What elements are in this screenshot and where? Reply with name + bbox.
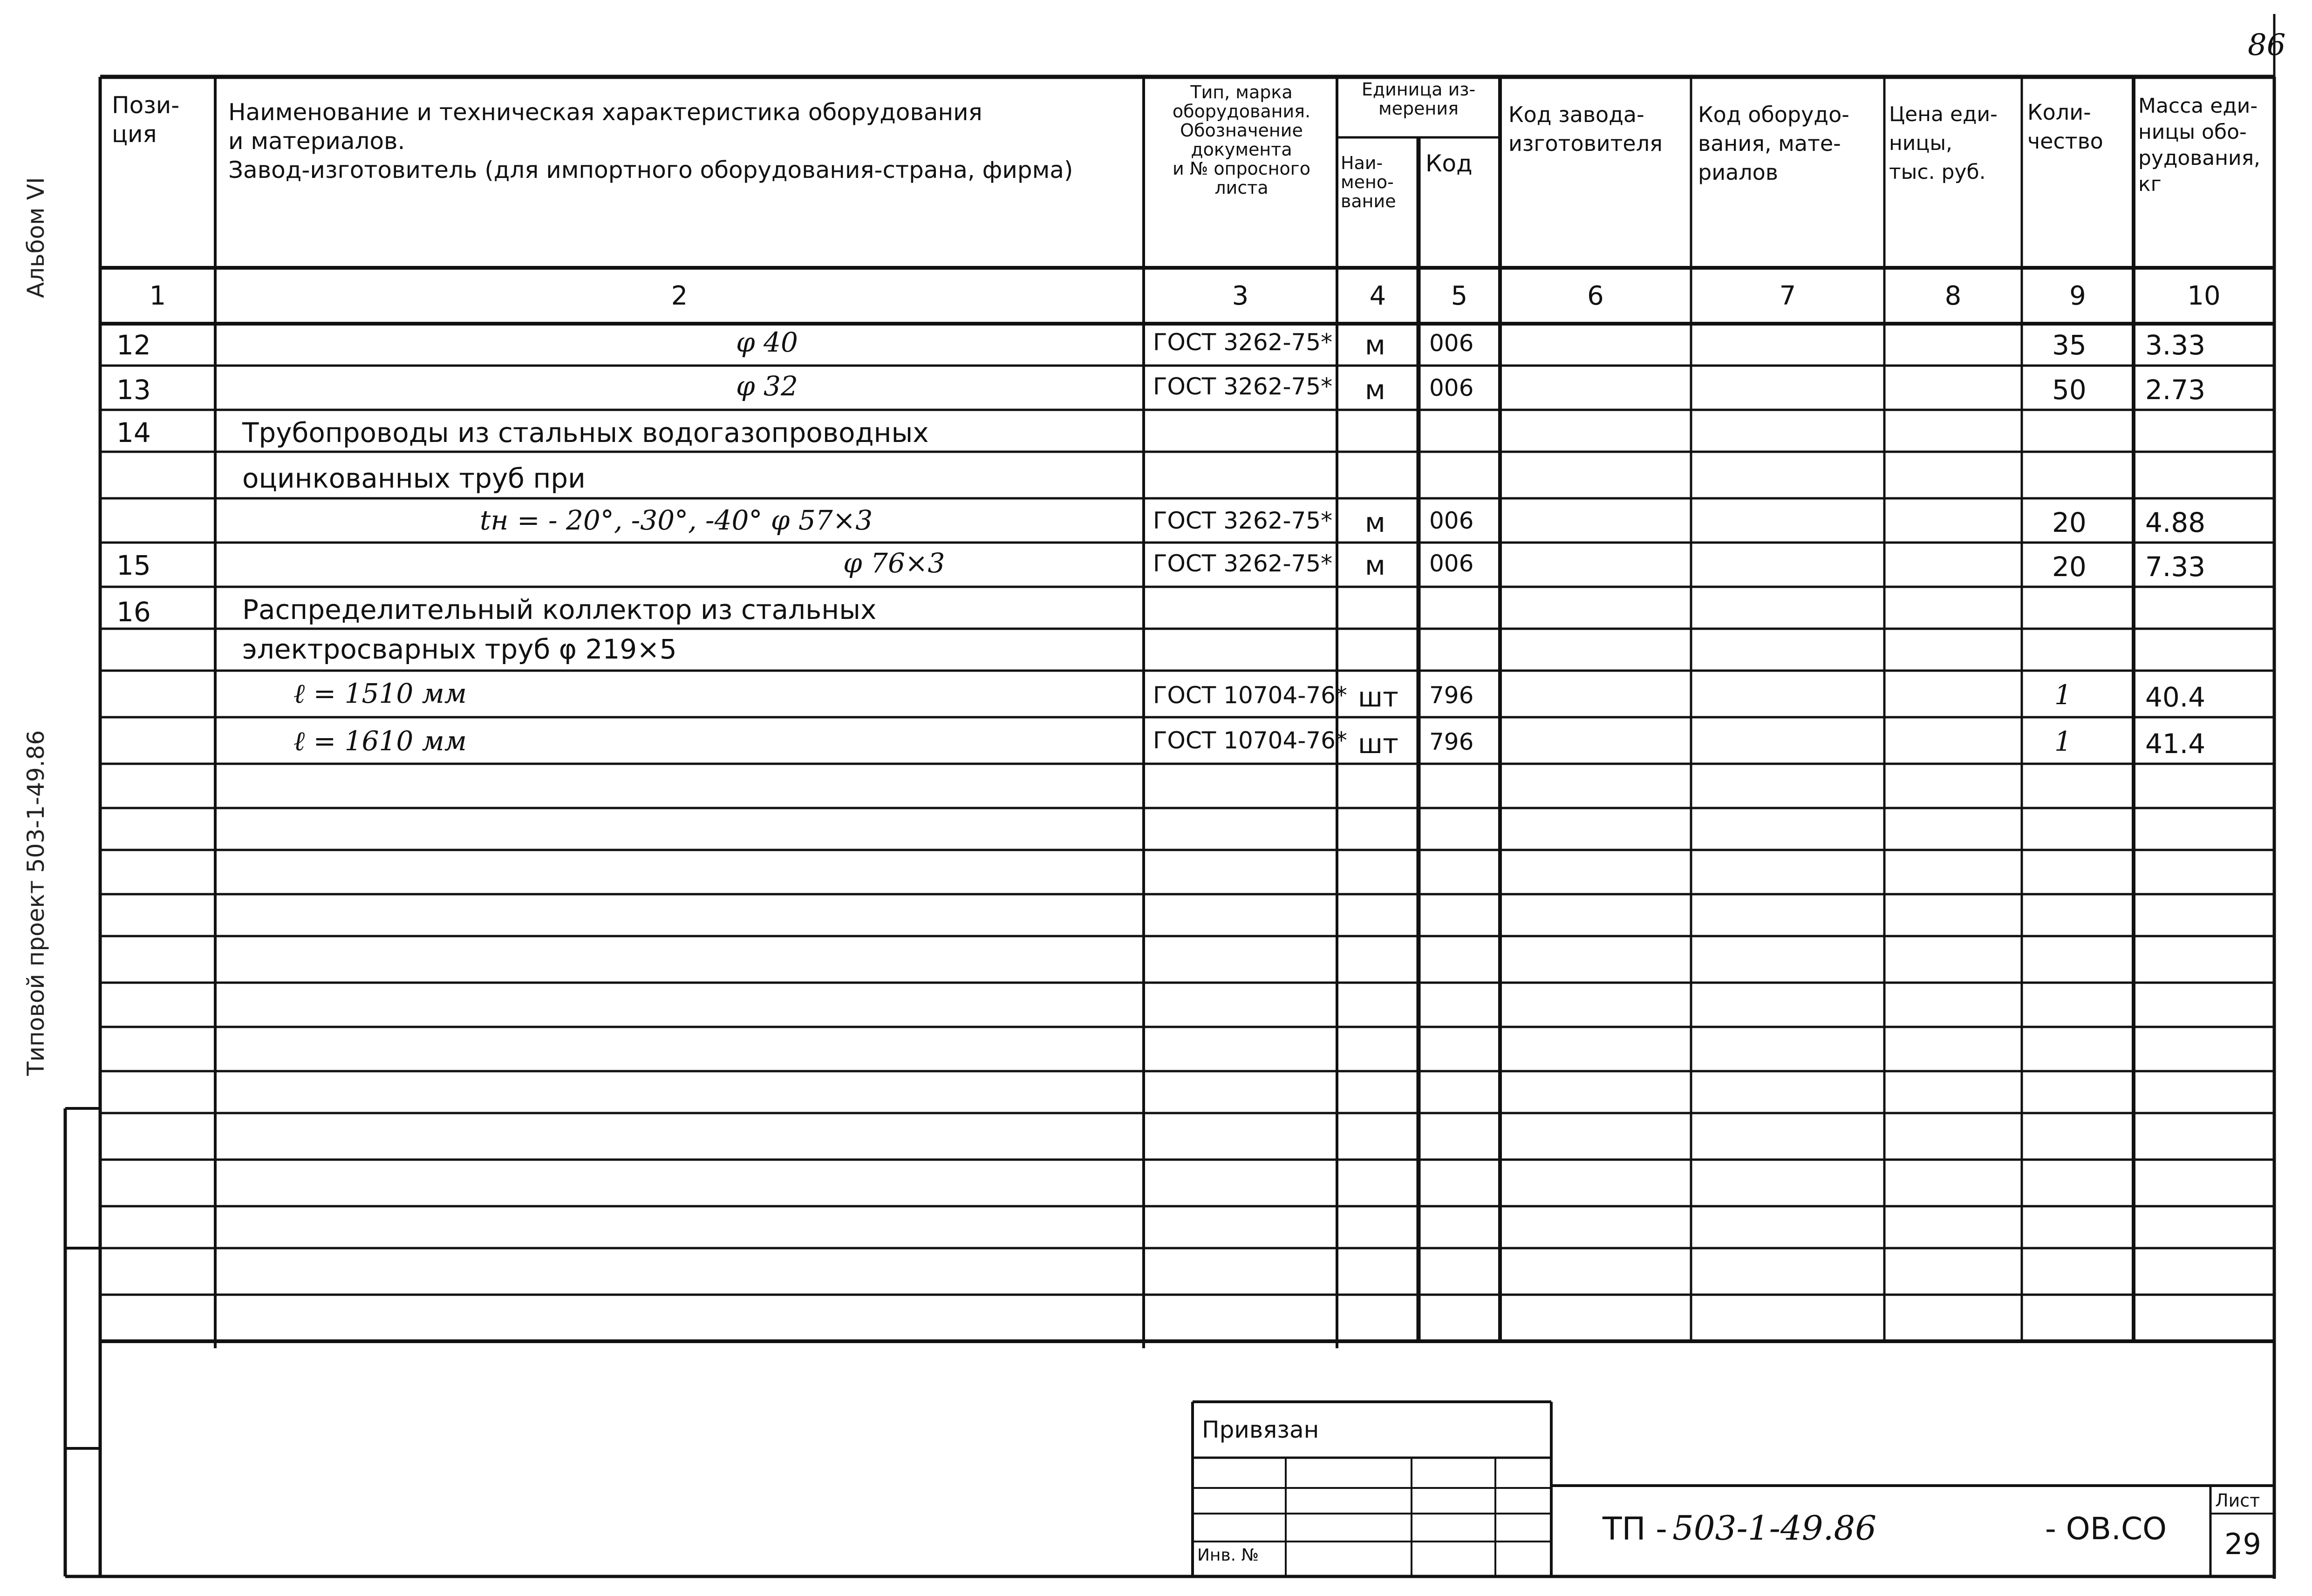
col-number: 2 <box>671 281 688 311</box>
stamp-tied-label: Привязан <box>1202 1416 1319 1443</box>
margin-album-note: Альбом VI <box>22 177 49 298</box>
stamp-document-code: 503-1-49.86 <box>1672 1508 1877 1548</box>
row-document: ГОСТ 10704-76* <box>1153 682 1347 709</box>
row-name: ℓ = 1510 мм <box>293 678 467 709</box>
row-name: Трубопроводы из стальных водогазопроводных <box>242 417 929 448</box>
row-mass: 2.73 <box>2145 374 2206 406</box>
row-name: оцинкованных труб при <box>242 462 586 494</box>
col-number: 7 <box>1779 281 1796 311</box>
col-number: 8 <box>1944 281 1962 311</box>
row-unit-code: 006 <box>1429 374 1474 401</box>
row-unit-code: 796 <box>1429 682 1474 709</box>
row-quantity: 20 <box>2052 507 2087 538</box>
row-unit-code: 006 <box>1429 507 1474 534</box>
col-header-name: Наименование и техническая характеристика оборудования и материалов. Завод-изготовитель (для импортного оборудования-страна, фирма) <box>228 99 1073 183</box>
stamp-sheet-label: Лист <box>2215 1490 2260 1511</box>
row-name: ℓ = 1610 мм <box>293 725 467 757</box>
row-unit: м <box>1365 374 1385 406</box>
row-mass: 41.4 <box>2145 728 2206 760</box>
row-name: φ 40 <box>736 326 798 358</box>
col-number: 3 <box>1232 281 1249 311</box>
row-document: ГОСТ 3262-75* <box>1153 329 1333 356</box>
row-quantity: 50 <box>2052 374 2087 406</box>
row-unit-code: 006 <box>1429 550 1474 577</box>
row-unit-code: 796 <box>1429 728 1474 755</box>
row-document: ГОСТ 3262-75* <box>1153 373 1333 400</box>
stamp-sheet-number: 29 <box>2224 1527 2261 1561</box>
row-unit: шт <box>1358 728 1398 760</box>
row-position: 12 <box>116 329 151 361</box>
col-header-material-code: Код оборудо- вания, мате- риалов <box>1698 102 1849 185</box>
row-unit-code: 006 <box>1429 330 1474 357</box>
row-unit: м <box>1365 329 1385 361</box>
margin-project-note: Типовой проект 503-1-49.86 <box>22 730 49 1076</box>
row-mass: 40.4 <box>2145 681 2206 713</box>
col-header-manufacturer-code: Код завода- изготовителя <box>1508 102 1663 156</box>
col-header-unit-price: Цена еди- ницы, тыс. руб. <box>1889 102 1998 184</box>
col-header-quantity: Коли- чество <box>2027 100 2103 154</box>
stamp-inventory-label: Инв. № <box>1197 1546 1259 1565</box>
row-mass: 7.33 <box>2145 551 2206 583</box>
col-header-unit-code: Код <box>1425 150 1473 177</box>
row-document: ГОСТ 10704-76* <box>1153 727 1347 754</box>
row-quantity: 35 <box>2052 329 2087 361</box>
row-name: Распределительный коллектор из стальных <box>242 594 877 625</box>
col-header-position: Пози- ция <box>112 92 180 148</box>
row-document: ГОСТ 3262-75* <box>1153 507 1333 534</box>
col-number: 6 <box>1587 281 1604 311</box>
row-name: φ 32 <box>736 370 798 402</box>
col-header-mass: Масса еди- ницы обо- рудования, кг <box>2138 94 2261 196</box>
row-unit: м <box>1365 507 1385 538</box>
row-unit: м <box>1365 550 1385 581</box>
row-document: ГОСТ 3262-75* <box>1153 550 1333 577</box>
row-position: 15 <box>116 550 151 581</box>
stamp-document-suffix: - ОВ.СО <box>2045 1511 2167 1547</box>
stamp-document-prefix: ТП - <box>1603 1511 1667 1548</box>
col-header-type: Тип, марка оборудования. Обозначение документа и № опросного листа <box>1172 82 1311 198</box>
row-position: 14 <box>116 417 151 448</box>
row-name: tн = - 20°, -30°, -40° φ 57×3 <box>480 504 873 536</box>
col-number: 1 <box>149 281 166 311</box>
row-mass: 3.33 <box>2145 329 2206 361</box>
row-mass: 4.88 <box>2145 507 2206 538</box>
col-number: 5 <box>1451 281 1468 311</box>
row-quantity: 20 <box>2052 551 2087 583</box>
row-position: 16 <box>116 596 151 628</box>
col-number: 4 <box>1369 281 1386 311</box>
col-number: 9 <box>2069 281 2086 311</box>
row-name: электросварных труб φ 219×5 <box>242 633 677 665</box>
col-header-unit-name: Наи- мено- вание <box>1341 153 1396 211</box>
row-quantity: 1 <box>2054 726 2072 757</box>
page-number: 86 <box>2248 28 2286 62</box>
row-name: φ 76×3 <box>843 547 945 579</box>
row-unit: шт <box>1358 681 1398 713</box>
col-number: 10 <box>2187 281 2221 311</box>
row-quantity: 1 <box>2054 679 2072 711</box>
col-header-unit-group: Единица из- мерения <box>1361 79 1476 119</box>
row-position: 13 <box>116 374 151 406</box>
